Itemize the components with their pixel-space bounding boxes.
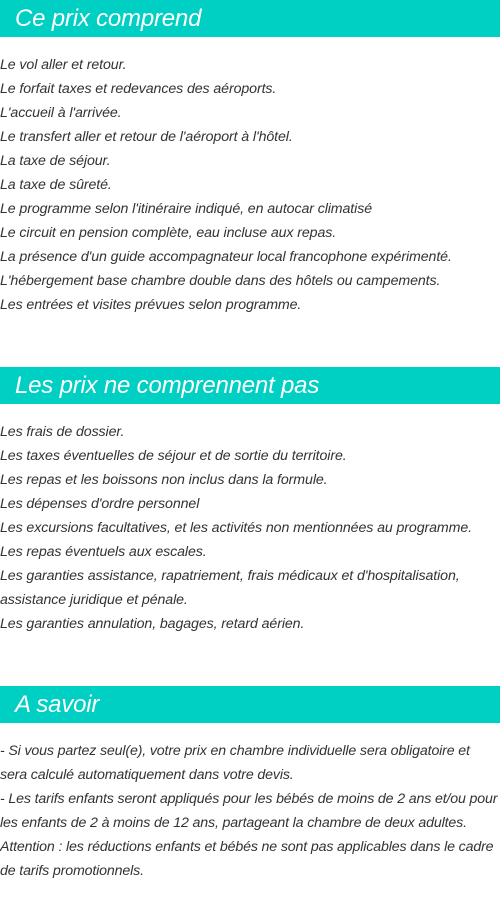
price-excludes-header <box>0 367 500 404</box>
list-item: La taxe de séjour. <box>0 153 111 169</box>
list-item: L'accueil à l'arrivée. <box>0 105 122 121</box>
good-to-know-header <box>0 686 500 723</box>
list-item: Le programme selon l'itinéraire indiqué, en autocar climatisé <box>0 201 372 217</box>
price-includes-header <box>0 0 500 37</box>
list-item: Les garanties annulation, bagages, retard aérien. <box>0 616 305 632</box>
list-item: Les dépenses d'ordre personnel <box>0 496 200 512</box>
promo-rates-warning: Attention : les réductions enfants et bébés ne sont pas applicables dans le cadre de tarifs promotionnels. <box>0 839 494 879</box>
list-item: La taxe de sûreté. <box>0 177 112 193</box>
child-rates-note: - Les tarifs enfants seront appliqués pour les bébés de moins de 2 ans et/ou pour les enfants de 2 à moins de 12 ans, partageant la chambre de deux adultes. <box>0 791 498 831</box>
list-item: Les frais de dossier. <box>0 424 125 440</box>
price-excludes-section <box>0 367 500 636</box>
list-item: Le vol aller et retour. <box>0 57 127 73</box>
good-to-know-title: A savoir <box>15 690 100 718</box>
list-item: Le forfait taxes et redevances des aéroports. <box>0 81 277 97</box>
list-item: Le circuit en pension complète, eau incluse aux repas. <box>0 225 337 241</box>
single-supplement-note: - Si vous partez seul(e), votre prix en chambre individuelle sera obligatoire et sera calculé automatiquement dans votre devis. <box>0 743 470 783</box>
list-item: Les garanties assistance, rapatriement, frais médicaux et d'hospitalisation, <box>0 568 460 584</box>
list-item: Les excursions facultatives, et les activités non mentionnées au programme. <box>0 520 472 536</box>
list-item: Les repas éventuels aux escales. <box>0 544 207 560</box>
price-includes-title: Ce prix comprend <box>15 4 202 32</box>
list-item: La présence d'un guide accompagnateur local francophone expérimenté. <box>0 249 452 265</box>
list-item: Les entrées et visites prévues selon programme. <box>0 297 302 313</box>
price-excludes-list <box>0 420 500 636</box>
price-includes-section <box>0 0 500 317</box>
list-item: L'hébergement base chambre double dans des hôtels ou campements. <box>0 273 441 289</box>
good-to-know-section <box>0 686 500 883</box>
list-item: assistance juridique et pénale. <box>0 592 188 608</box>
list-item: Le transfert aller et retour de l'aéroport à l'hôtel. <box>0 129 293 145</box>
good-to-know-content <box>0 739 500 883</box>
list-item: Les taxes éventuelles de séjour et de sortie du territoire. <box>0 448 347 464</box>
price-includes-list <box>0 53 500 317</box>
price-excludes-title: Les prix ne comprennent pas <box>15 371 320 399</box>
list-item: Les repas et les boissons non inclus dans la formule. <box>0 472 328 488</box>
